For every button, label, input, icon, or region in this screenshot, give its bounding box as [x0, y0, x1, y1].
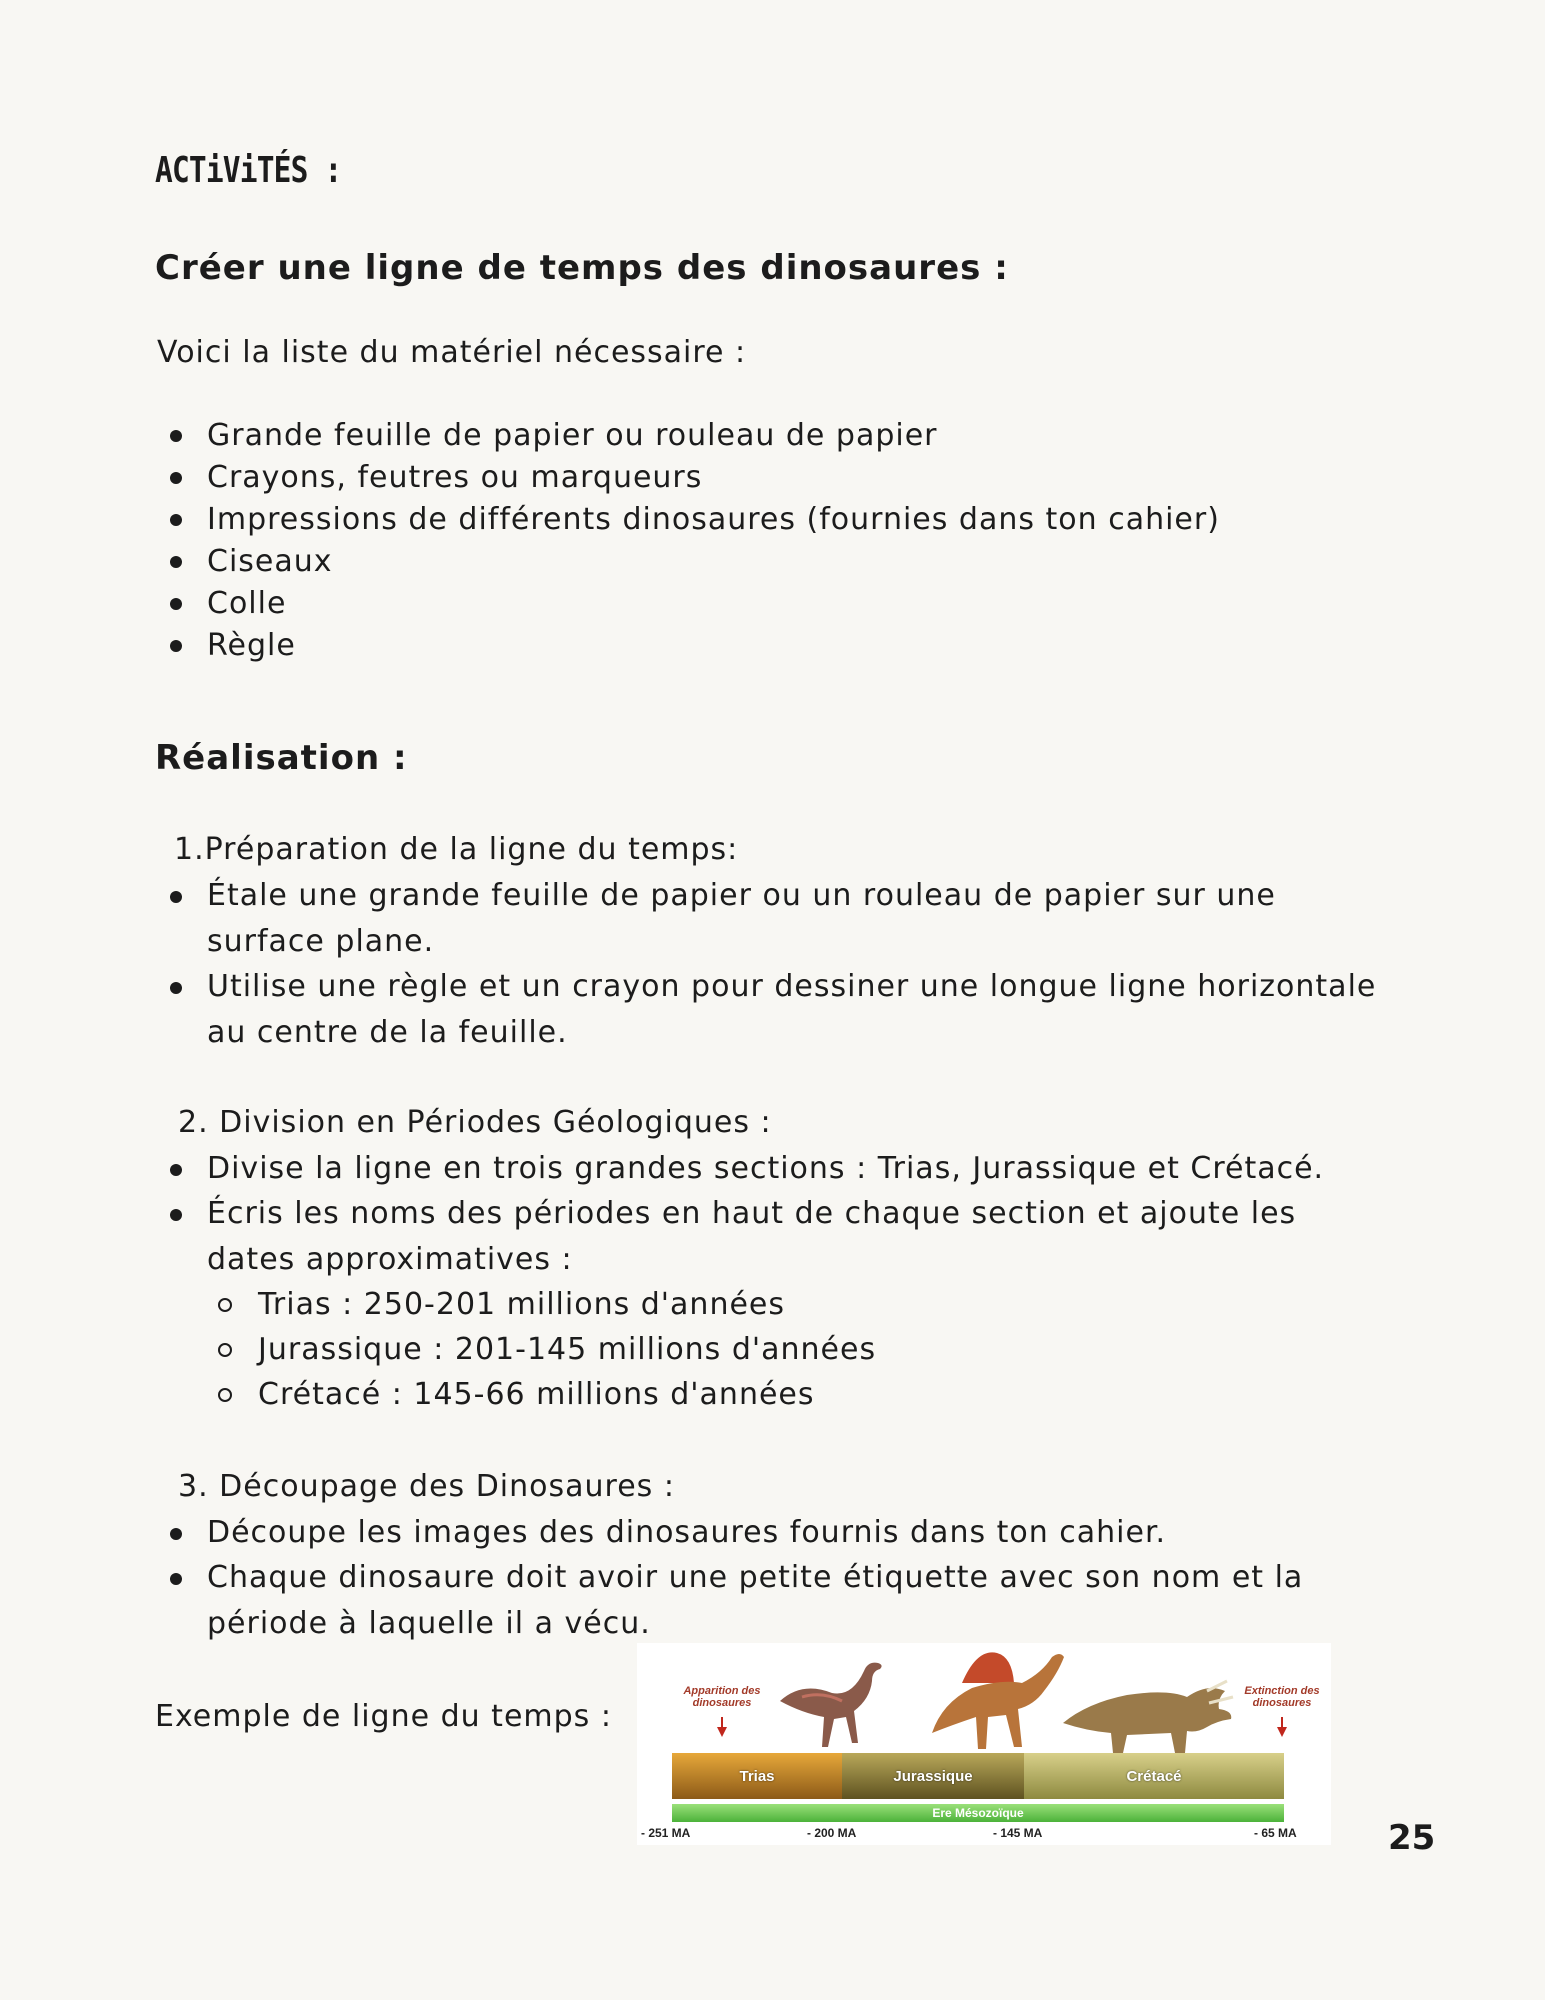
bullet: [170, 430, 182, 442]
dinosaur-spinosaurus-image: [922, 1643, 1072, 1755]
activities-heading: ACTiViTÉS :: [155, 150, 342, 191]
list-item-continued: dates approximatives :: [207, 1242, 573, 1277]
era-bar: Ere Mésozoïque: [672, 1804, 1284, 1822]
list-item: Étale une grande feuille de papier ou un rouleau de papier sur une: [207, 878, 1276, 913]
list-item: Impressions de différents dinosaures (fournies dans ton cahier): [207, 502, 1220, 537]
list-item: Utilise une règle et un crayon pour dessiner une longue ligne horizontale: [207, 969, 1377, 1004]
bullet: [170, 1164, 182, 1176]
list-item-continued: surface plane.: [207, 924, 435, 959]
list-item: Divise la ligne en trois grandes sections : Trias, Jurassique et Crétacé.: [207, 1151, 1325, 1186]
list-item-continued: période à laquelle il a vécu.: [207, 1606, 651, 1641]
page-number: 25: [1388, 1818, 1436, 1858]
bullet: [170, 1209, 182, 1221]
list-item: Règle: [207, 628, 296, 663]
bullet: [170, 1528, 182, 1540]
down-arrow-icon: [1277, 1727, 1287, 1737]
step-1-title: 1.Préparation de la ligne du temps:: [174, 832, 739, 867]
list-item: Chaque dinosaure doit avoir une petite étiquette avec son nom et la: [207, 1560, 1304, 1595]
tick-label: - 145 MA: [993, 1826, 1043, 1840]
materials-intro: Voici la liste du matériel nécessaire :: [157, 335, 747, 370]
list-item: Ciseaux: [207, 544, 333, 579]
tick-label: - 251 MA: [641, 1826, 691, 1840]
bullet: [170, 982, 182, 994]
bullet: [170, 640, 182, 652]
list-item: Crayons, feutres ou marqueurs: [207, 460, 703, 495]
period-item: Trias : 250-201 millions d'années: [258, 1287, 786, 1322]
down-arrow-icon: [1281, 1717, 1283, 1727]
timeline-illustration: [637, 1643, 1331, 1845]
appearance-note: Apparition des dinosaures: [683, 1685, 761, 1709]
bullet: [170, 556, 182, 568]
list-item: Écris les noms des périodes en haut de chaque section et ajoute les: [207, 1196, 1297, 1231]
section-title-realisation: Réalisation :: [155, 738, 408, 778]
period-band-trias: Trias: [672, 1753, 842, 1799]
bullet: [170, 891, 182, 903]
tick-label: - 200 MA: [807, 1826, 857, 1840]
list-item-continued: au centre de la feuille.: [207, 1015, 568, 1050]
down-arrow-icon: [721, 1717, 723, 1727]
period-band-cretace: Crétacé: [1024, 1753, 1284, 1799]
sub-bullet: [218, 1298, 232, 1312]
example-label: Exemple de ligne du temps :: [155, 1699, 612, 1734]
bullet: [170, 514, 182, 526]
bullet: [170, 598, 182, 610]
period-item: Crétacé : 145-66 millions d'années: [258, 1377, 815, 1412]
tick-label: - 65 MA: [1254, 1826, 1297, 1840]
period-item: Jurassique : 201-145 millions d'années: [258, 1332, 877, 1367]
sub-bullet: [218, 1343, 232, 1357]
period-band-jurassique: Jurassique: [842, 1753, 1024, 1799]
dinosaur-raptor-image: [772, 1651, 892, 1756]
extinction-note: Extinction des dinosaures: [1244, 1685, 1320, 1709]
dinosaur-triceratops-image: [1057, 1673, 1237, 1755]
step-2-title: 2. Division en Périodes Géologiques :: [178, 1105, 772, 1140]
bullet: [170, 1573, 182, 1585]
section-title-timeline: Créer une ligne de temps des dinosaures :: [155, 248, 1009, 288]
list-item: Découpe les images des dinosaures fournis dans ton cahier.: [207, 1515, 1167, 1550]
list-item: Colle: [207, 586, 287, 621]
sub-bullet: [218, 1388, 232, 1402]
down-arrow-icon: [717, 1727, 727, 1737]
step-3-title: 3. Découpage des Dinosaures :: [178, 1469, 675, 1504]
bullet: [170, 472, 182, 484]
list-item: Grande feuille de papier ou rouleau de papier: [207, 418, 938, 453]
